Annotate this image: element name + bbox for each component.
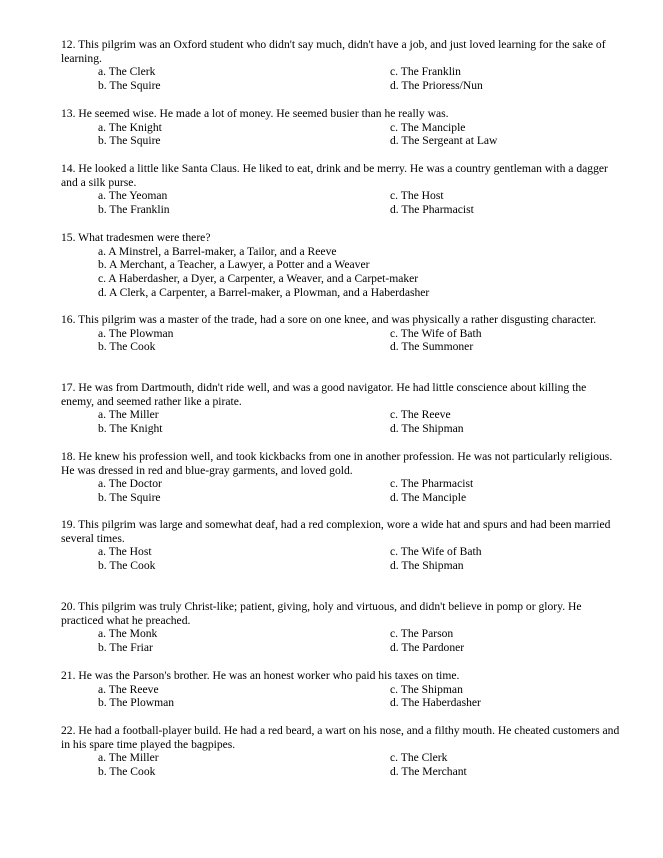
option-b: b. The Squire [98,134,161,148]
option-d: d. The Sergeant at Law [390,134,498,148]
answer-options [61,327,621,354]
option-a: a. The Yeoman [98,189,168,203]
question-14 [61,162,621,217]
option-b: b. The Cook [98,559,156,573]
question-15 [61,231,621,300]
option-d: d. The Shipman [390,559,464,573]
question-stem: 22. He had a football-player build. He had a red beard, a wart on his nose, and a filthy mouth. He cheated customers and in his spare time played the bagpipes. [61,724,620,751]
question-stem: 16. This pilgrim was a master of the trade, had a sore on one knee, and was physically a rather disgusting character. [61,313,597,326]
option-a: a. The Monk [98,627,158,641]
option-a: a. The Miller [98,751,159,765]
option-b: b. The Knight [98,422,163,436]
question-19 [61,518,621,573]
question-stem: 18. He knew his profession well, and took kickbacks from one in another profession. He was not particularly religious. He was dressed in red and blue-gray garments, and loved gold. [61,450,613,477]
option-b: b. The Friar [98,641,153,655]
question-16 [61,313,621,354]
question-stem: 17. He was from Dartmouth, didn't ride well, and was a good navigator. He had little conscience about killing the enemy, and seemed rather like a pirate. [61,381,587,408]
option-c: c. The Host [390,189,444,203]
option-c: c. The Manciple [390,120,466,134]
option-b: b. The Plowman [98,696,175,710]
option-c: c. The Shipman [390,682,463,696]
question-18 [61,450,621,505]
option-b: b. The Franklin [98,203,170,217]
option-a: a. The Knight [98,120,162,134]
option-c: c. A Haberdasher, a Dyer, a Carpenter, a Weaver, and a Carpet-maker [98,272,419,286]
option-d: d. The Merchant [390,765,467,779]
answer-options [61,627,621,654]
option-c: c. The Parson [390,627,454,641]
question-21 [61,669,621,710]
question-12 [61,38,621,93]
option-d: d. The Manciple [390,491,467,505]
option-d: d. The Haberdasher [390,696,481,710]
question-stem: 15. What tradesmen were there? [61,231,211,244]
answer-options [61,751,621,778]
option-c: c. The Wife of Bath [390,326,482,340]
question-22 [61,724,621,779]
option-a: a. The Reeve [98,682,159,696]
option-d: d. A Clerk, a Carpenter, a Barrel-maker, a Plowman, and a Haberdasher [98,285,430,299]
answer-options [61,121,621,148]
question-20 [61,600,621,655]
answer-options [61,245,621,300]
question-stem: 13. He seemed wise. He made a lot of money. He seemed busier than he really was. [61,107,449,120]
option-a: a. The Miller [98,408,159,422]
answer-options [61,683,621,710]
option-d: d. The Summoner [390,340,474,354]
question-stem: 21. He was the Parson's brother. He was an honest worker who paid his taxes on time. [61,669,460,682]
option-a: a. The Host [98,545,152,559]
option-c: c. The Pharmacist [390,477,474,491]
option-d: d. The Pardoner [390,641,465,655]
option-b: b. The Cook [98,340,156,354]
option-d: d. The Shipman [390,422,464,436]
answer-options [61,65,621,92]
question-stem: 19. This pilgrim was large and somewhat deaf, had a red complexion, wore a wide hat and spurs and had been married several times. [61,518,611,545]
option-b: b. The Cook [98,765,156,779]
option-a: a. The Plowman [98,326,174,340]
option-b: b. The Squire [98,491,161,505]
option-c: c. The Franklin [390,65,461,79]
option-a: a. The Doctor [98,477,162,491]
option-c: c. The Reeve [390,408,451,422]
answer-options [61,408,621,435]
option-a: a. A Minstrel, a Barrel-maker, a Tailor, and a Reeve [98,244,337,258]
answer-options [61,477,621,504]
option-a: a. The Clerk [98,65,156,79]
question-17 [61,381,621,436]
answer-options [61,545,621,572]
option-b: b. A Merchant, a Teacher, a Lawyer, a Potter and a Weaver [98,258,370,272]
question-stem: 14. He looked a little like Santa Claus. He liked to eat, drink and be merry. He was a country gentleman with a dagger and a silk purse. [61,162,608,189]
option-c: c. The Wife of Bath [390,545,482,559]
option-d: d. The Prioress/Nun [390,79,483,93]
option-b: b. The Squire [98,79,161,93]
question-stem: 12. This pilgrim was an Oxford student who didn't say much, didn't have a job, and just loved learning for the sake of learning. [61,38,606,65]
answer-options [61,189,621,216]
question-stem: 20. This pilgrim was truly Christ-like; patient, giving, holy and virtuous, and didn't believe in pomp or glory. He practiced what he preached. [61,600,582,627]
option-c: c. The Clerk [390,751,448,765]
question-13 [61,107,621,148]
option-d: d. The Pharmacist [390,203,474,217]
